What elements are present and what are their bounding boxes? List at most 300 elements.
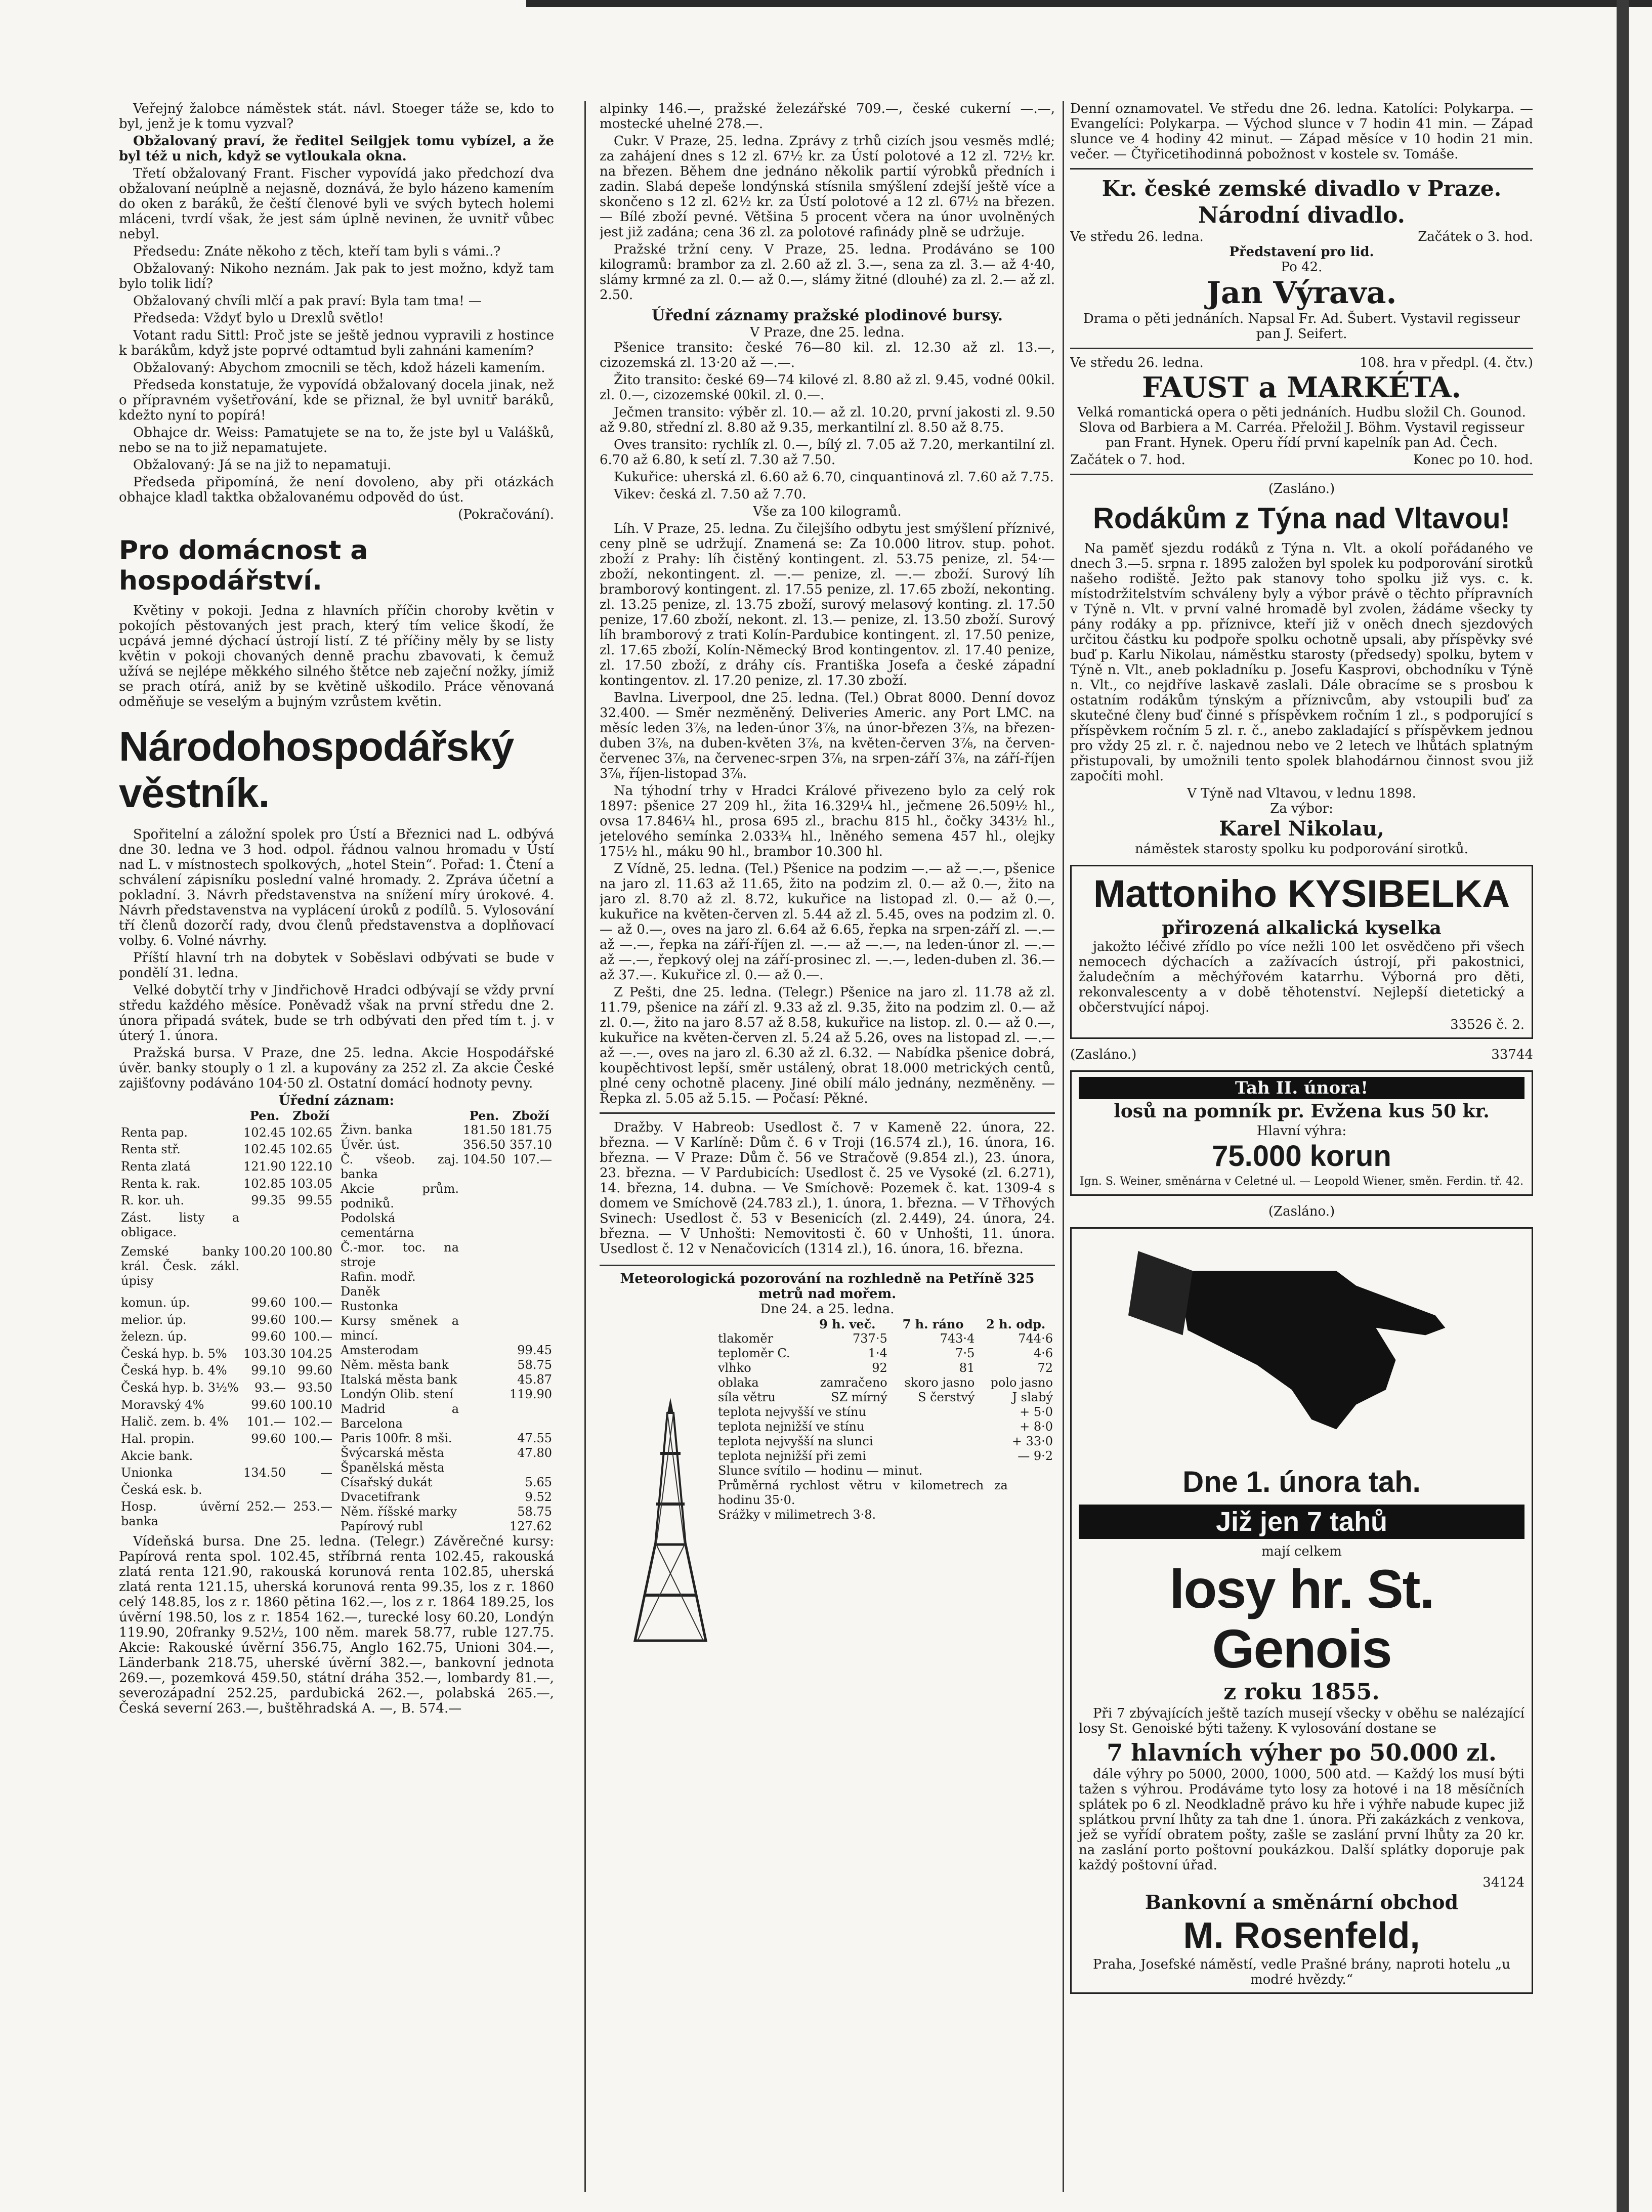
prague-market-prices: Pražské tržní ceny. V Praze, 25. ledna. Prodáváno se 100 kilogramů: brambor za zl. 2.60 až zl. 3.—, sena za zl. 3.— až 4·40, slámy krmné za zl. 0.— až 0.—, slámy žitné (dlouhé) za zl. 2.— až zl. 2.50. xyxy=(600,242,1055,303)
theatre-info-row xyxy=(1070,229,1533,244)
exchange-row xyxy=(338,1431,554,1446)
table-label-cell: Hosp. úvěrní banka xyxy=(121,1499,240,1529)
table-value-cell xyxy=(461,1431,507,1446)
table-value-cell: S čerstvý xyxy=(918,1390,975,1404)
table-value-cell: polo jasno xyxy=(990,1375,1053,1390)
table-value-cell: 119.90 xyxy=(510,1387,552,1401)
table-label-cell: Španělská města xyxy=(341,1460,445,1475)
theatre2-info-row xyxy=(1070,355,1533,370)
economy-paragraph: Příští hlavní trh na dobytek v Soběslavi odbývati se bude v pondělí 31. ledna. xyxy=(119,950,554,981)
meteo-section xyxy=(600,1265,1055,1522)
table-value-cell: 101.— xyxy=(246,1414,286,1429)
opera-times-row xyxy=(1070,452,1533,468)
divider xyxy=(1070,168,1533,170)
divider xyxy=(1070,474,1533,475)
table-value-cell: 127.62 xyxy=(510,1519,552,1533)
table-label-cell: Halič. zem. b. 4% xyxy=(121,1414,229,1429)
zaslano-label: (Zasláno.) xyxy=(1268,1204,1335,1219)
table-label-cell: železn. úp. xyxy=(121,1329,187,1344)
table-label-cell: Císařský dukát xyxy=(341,1475,433,1489)
meteo-row xyxy=(716,1375,1055,1390)
bank-title: Bankovní a směnární obchod xyxy=(1145,1891,1459,1913)
divider xyxy=(600,1112,1055,1114)
meteo-header-cell xyxy=(716,1317,806,1331)
table-value-cell: zamračeno xyxy=(820,1375,887,1390)
mattoni-advert xyxy=(1070,865,1533,1039)
exchange-table-title: Úřední záznam: xyxy=(278,1093,395,1108)
meteo-table xyxy=(716,1317,1055,1405)
table-label-cell: Podolská cementárna xyxy=(341,1211,414,1240)
table-value-cell: 122.10 xyxy=(290,1159,332,1174)
table-value-cell: 99.60 xyxy=(251,1431,286,1446)
table-label-cell: Hal. propin. xyxy=(121,1431,195,1446)
table-value-cell: 93.50 xyxy=(298,1381,332,1395)
table-value-cell xyxy=(507,1460,554,1475)
page-edge-bar xyxy=(1617,0,1629,2212)
table-label-cell: Madrid a Barcelona xyxy=(341,1402,459,1431)
table-header-cell xyxy=(119,1108,241,1125)
table-value-cell xyxy=(461,1299,507,1314)
exchange-row xyxy=(338,1211,554,1240)
exchange-row xyxy=(119,1177,334,1194)
table-label-cell: oblaka xyxy=(718,1375,759,1390)
table-label-cell: Něm. říšské marky xyxy=(341,1505,457,1519)
table-value-cell xyxy=(461,1402,507,1431)
theatre-start: Začátek o 3. hod. xyxy=(1418,229,1533,244)
exchange-row xyxy=(338,1299,554,1314)
table-value-cell xyxy=(461,1182,507,1211)
mattoni-title: Mattoniho KYSIBELKA xyxy=(1093,872,1510,915)
table-value-cell: + 5·0 xyxy=(1020,1405,1053,1419)
table-label-cell: Česká esk. b. xyxy=(121,1482,202,1497)
table-value-cell: 9.52 xyxy=(525,1490,552,1504)
exchange-row xyxy=(338,1372,554,1387)
table-label-cell: Česká hyp. b. 3½% xyxy=(121,1381,239,1395)
exchange-row xyxy=(338,1475,554,1490)
rodakum-board: Za výbor: xyxy=(1270,801,1333,816)
meteo-extra-row xyxy=(716,1508,1055,1522)
genois-advert xyxy=(1070,1227,1533,1994)
economy-paragraph: Velké dobytčí trhy v Jindřichově Hradci odbývají se vždy první středu každého měsíce. Poněvadž však na první středu dne 2. února připadá svátek, bude se trh odbývati den před tím t. j. v úterý 1. února. xyxy=(119,983,554,1044)
rodakum-text: Na paměť sjezdu rodáků z Týna n. Vlt. a okolí pořádaného ve dnech 3.—5. srpna r. 1895 založen byl spolek ku podporování sirotků našeho rodiště. Ježto pak stanovy toho spolku již vys. c. k. místodržitelstvím schváleny byly a výbor právě o těchto přípravních v Týně n. Vlt. v první valné hromadě byl zvolen, žádáme všecky ty pány rodáky a pp. příznivce, kteří již v oněch dnech sjezdových určitou částku ku podpoře spolku ochotně upsali, aby příspěvky své buď p. Karlu Nikolau, náměstku starosty (předsedy) spolku, bytem v Týně n. Vlt., aneb pokladníku p. Josefu Kasprovi, obchodníku v Týně n. Vlt., co nejdříve laskavě zaslali. Dále obracíme se s prosbou k ostatním rodákům týnským a příznivcům, aby vstoupili buď za skutečné členy buď činné s příspěvkem ročním 1 zl., s podporující s příspěvkem ročním 5 zl. r. č., anebo zakladající s příspěvkem jednou pro vždy 25 zl. r. č. najednou nebo ve 2 letech ve lhůtách splatným přistupovali, by umožnili tento spolek blahodárnou činnost svou již započíti mohl. xyxy=(1070,541,1533,784)
table-label-cell: teplota nejnižší ve stínu xyxy=(718,1420,865,1434)
divider xyxy=(1070,348,1533,349)
table-value-cell xyxy=(1010,1508,1055,1522)
rodakum-date: V Týně nad Vltavou, v lednu 1898. xyxy=(1187,786,1416,801)
table-value-cell: 253.— xyxy=(293,1499,332,1514)
court-line: Předseda: Vždyť bylo u Drexlů světlo! xyxy=(133,311,384,326)
table-value-cell xyxy=(461,1211,507,1240)
meteo-header-cell: 7 h. ráno xyxy=(902,1317,964,1331)
table-label-cell: R. kor. uh. xyxy=(121,1193,184,1208)
column-left xyxy=(119,101,554,2192)
opera-title: FAUST a MARKÉTA. xyxy=(1141,371,1462,404)
exchange-row xyxy=(338,1402,554,1431)
table-label-cell: Unionka xyxy=(121,1466,173,1480)
table-value-cell xyxy=(288,1449,334,1466)
table-value-cell: 99.45 xyxy=(517,1343,552,1357)
lottery-bank: Ign. S. Weiner, směnárna v Celetné ul. — Leopold Wiener, směn. Ferdin. tř. 42. xyxy=(1079,1175,1524,1188)
sugar-report: Cukr. V Praze, 25. ledna. Zprávy z trhů cizích jsou vesměs mdlé; za zahájení dnes s 12 zl. 67½ kr. za Ústí polotové a 12 zl. 72½ kr. na březen. Během dne jednáno několik partií výrobků předních i zadin. Slabá depeše londýnská stísnila smýšlení zdejší ještě více a skončeno s 12 zl. 62½ kr. za Ústí polotové a 12 zl. 67½ na březen. — Bílé zboží pevné. Většina 5 procent včera na únor uvolněných jest již zadána; cena 36 zl. za polotové rafinády plně se udržuje. xyxy=(600,134,1055,240)
table-value-cell xyxy=(507,1299,554,1314)
lottery-date: Tah II. února! xyxy=(1079,1077,1524,1099)
table-label-cell: Daněk xyxy=(341,1284,380,1299)
table-label-cell: teplota nejnižší při zemi xyxy=(718,1449,866,1463)
meteo-date: Dne 24. a 25. ledna. xyxy=(760,1302,895,1317)
genois-ref: 34124 xyxy=(1482,1875,1524,1890)
exchange-row xyxy=(119,1296,334,1313)
exchange-row xyxy=(119,1466,334,1483)
theatre2-perf: 108. hra v předpl. (4. čtv.) xyxy=(1360,355,1533,370)
table-value-cell: 100.— xyxy=(293,1312,332,1327)
table-label-cell: teplota nejvyšší ve stínu xyxy=(718,1405,867,1419)
table-value-cell: 99.60 xyxy=(251,1397,286,1412)
table-value-cell: 4·6 xyxy=(1033,1346,1053,1360)
table-value-cell: 743·4 xyxy=(940,1331,975,1346)
exchange-row xyxy=(119,1142,334,1159)
grain-line: Žito transito: české 69—74 kilové zl. 8.80 až zl. 9.45, vodné 00kil. zl. 0.—, cizozemské 00kil. zl. 0.—. xyxy=(600,372,1055,403)
table-label-cell: Renta pap. xyxy=(121,1125,188,1140)
meteo-extra-row xyxy=(716,1449,1055,1464)
exchange-table-right xyxy=(338,1108,554,1534)
table-label-cell: Slunce svítilo — hodinu — minut. xyxy=(718,1464,923,1478)
auctions: Dražby. V Habreob: Usedlost č. 7 v Kameně 22. února, 22. března. — V Karlíně: Dům č. 6 v Troji (16.574 zl.), 16. února, 16. března. — V Praze: Dům č. 56 ve Stračově (9.854 zl.), 23. února, 23. března. — V Pardubicích: Usedlost č. 25 ve Vysoké (zl. 6.271), 14. března, 14. dubna. — Ve Smíchově: Pozemek č. kat. 1309-4 s domem ve Smíchově (24.783 zl.), 1. února, 1. března. — V Třhových Svinech: Usedlost č. 53 v Besenicích (zl. 2.449), 24. února, 24. března. — V Unhošti: Nemovitosti č. 60 v Unhošti, 11. února. Usedlost č. 12 v Nenačovicích (1314 zl.), 16. února, 16. března. xyxy=(600,1120,1055,1257)
table-label-cell: síla větru xyxy=(718,1390,776,1404)
rodakum-signature: Karel Nikolau, xyxy=(1219,817,1384,841)
exchange-row xyxy=(338,1240,554,1270)
table-value-cell: 81 xyxy=(959,1361,975,1375)
table-label-cell: Zemské banky král. Česk. zákl. úpisy xyxy=(121,1244,240,1288)
table-value-cell: 99.60 xyxy=(251,1295,286,1310)
table-value-cell xyxy=(1010,1464,1055,1478)
table-value-cell: 104.25 xyxy=(290,1346,332,1361)
table-value-cell: 100.— xyxy=(293,1295,332,1310)
exchange-row xyxy=(338,1182,554,1211)
petrin-tower-image xyxy=(625,1393,716,1646)
table-label-cell: Úvěr. úst. xyxy=(341,1138,400,1152)
table-value-cell: 103.30 xyxy=(243,1346,286,1361)
mattoni-ref: 33526 č. 2. xyxy=(1450,1017,1524,1032)
exchange-row xyxy=(119,1381,334,1398)
hradec-market-report: Na týhodní trhy v Hradci Králové přivezeno bylo za celý rok 1897: pšenice 27 209 hl., žita 16.329¼ hl., ječmene 26.509½ hl., ovsa 17.846¼ hl., prosa 695 zl., brachu 815 hl., čočky 343½ hl., jetelového semínka 2.033¾ hl., lněného semena 457 hl., olejky 175½ hl., máku 90 hl., brambor 10.300 hl. xyxy=(600,783,1055,859)
table-label-cell: Renta zlatá xyxy=(121,1159,191,1174)
court-line: Obhajce dr. Weiss: Pamatujete se na to, že jste byl u Valášků, nebo se na to již nepamatujete. xyxy=(119,425,554,455)
table-label-cell: Dvacetifrank xyxy=(341,1490,420,1504)
exchange-row xyxy=(338,1123,554,1138)
exchange-table-left xyxy=(119,1108,334,1534)
bank-name: M. Rosenfeld, xyxy=(1183,1915,1420,1956)
exchange-row xyxy=(338,1343,554,1358)
exchange-row xyxy=(119,1483,334,1500)
table-value-cell xyxy=(288,1211,334,1244)
table-value-cell: skoro jasno xyxy=(904,1375,975,1390)
grain-bourse-dateline: V Praze, dne 25. ledna. xyxy=(750,325,905,340)
court-line: Třetí obžalovaný Frant. Fischer vypovídá jako předchozí dva obžalovaní neúplně a nejasně, doznává, že bylo házeno kamením do oken z baráků, že čeští členové byli ve svých bytech holemi mláceni, tvrdí však, že jest sám úplně nevinen, že uvnitř vůbec nebyl. xyxy=(119,166,554,242)
exchange-row xyxy=(338,1519,554,1534)
exchange-row xyxy=(119,1159,334,1177)
table-value-cell xyxy=(461,1460,507,1475)
genois-title: losy hr. St. Genois xyxy=(1169,1558,1434,1679)
column-separator xyxy=(584,101,586,2192)
table-value-cell: 102.— xyxy=(293,1414,332,1429)
court-line: Obžalovaný: Abychom zmocnili se těch, kdož házeli kamením. xyxy=(133,360,545,375)
table-value-cell xyxy=(507,1402,554,1431)
table-label-cell: Rustonka xyxy=(341,1299,399,1313)
table-label-cell: Londýn Olib. stení xyxy=(341,1387,453,1401)
meteo-header-cell: 9 h. več. xyxy=(819,1317,876,1331)
meteo-extra-row xyxy=(716,1464,1055,1478)
table-header-cell: Zboží xyxy=(292,1108,330,1123)
meteo-row xyxy=(716,1346,1055,1361)
table-value-cell xyxy=(241,1483,288,1500)
court-line: Obžalovaný: Já se na již to nepamatuji. xyxy=(133,457,392,473)
table-label-cell: Renta k. rak. xyxy=(121,1176,201,1191)
mattoni-text: jakožto léčivé zřídlo po více nežli 100 let osvědčeno při všech nemocech dýchacích a zažívacích ústrojí, při pakostnici, žaludečním a měchýřovém katarrhu. Výborná pro děti, rekonvalescenty a v době těhotenství. Nejlepší dietetický a občerstvující nápoj. xyxy=(1079,939,1524,1015)
theatre-subtitle: Národní divadlo. xyxy=(1198,202,1405,228)
table-value-cell: 99.35 xyxy=(251,1193,286,1208)
table-label-cell: vlhko xyxy=(718,1361,751,1375)
table-value-cell: 744·6 xyxy=(1018,1331,1053,1346)
grain-line: Ječmen transito: výběr zl. 10.— až zl. 10.20, první jakosti zl. 9.50 až 9.80, střední zl. 8.80 až 9.35, merkantilní zl. 8.50 až 8.75. xyxy=(600,405,1055,435)
table-label-cell: Švýcarská města xyxy=(341,1446,444,1460)
table-value-cell xyxy=(461,1519,507,1534)
table-value-cell: 99.10 xyxy=(251,1363,286,1378)
table-label-cell: Zást. listy a obligace. xyxy=(121,1210,240,1239)
table-value-cell: 102.85 xyxy=(243,1176,286,1191)
table-value-cell: 1·4 xyxy=(868,1346,887,1360)
continuation-note: (Pokračování). xyxy=(458,507,554,522)
table-label-cell: Renta stř. xyxy=(121,1142,181,1157)
zaslano-label: (Zasláno.) xyxy=(1070,1047,1137,1062)
household-article: Květiny v pokoji. Jedna z hlavních příčin choroby květin v pokojích pěstovaných jest prach, který tím velice škodí, že ucpává jemné dýchací ústrojí listí. Z té příčiny měly by se listy květin v pokoji chovaných denně prachu zbavovati, k čemuž užívá se nejlépe měkkého silného štětce neb zaječní nožky, jímiž se prach otírá, aniž by se květině uškodilo. Práce věnovaná odměňuje se veselým a bujným vzrůstem květin. xyxy=(119,603,554,709)
meteo-extra-row xyxy=(716,1420,1055,1434)
table-label-cell: melior. úp. xyxy=(121,1312,187,1327)
meteo-extra-row xyxy=(716,1434,1055,1449)
table-label-cell: Paris 100fr. 8 mši. xyxy=(341,1431,452,1445)
table-label-cell: Živn. banka xyxy=(341,1123,413,1137)
theatre-note: Představení pro lid. xyxy=(1229,244,1374,260)
vienna-grain-report: Z Vídně, 25. ledna. (Tel.) Pšenice na podzim —.— až —.—, pšenice na jaro zl. 11.63 až 11.65, žito na podzim zl. 0.— až 0.—, žito na jaro zl. 8.70 až zl. 8.72, kukuřice na listopad zl. 0.— až 0.—, kukuřice na květen-červen zl. 5.44 až zl. 5.45, oves na podzim zl. 0.— až 0.—, oves na jaro zl. 6.64 až 6.65, řepka na srpen-září zl. —.— až —.—, řepka na září-říjen zl. —.— až —.—, na leden-únor zl. —.— až —.—, řepkový olej na září-prosinec zl. —.—, leden-duben zl. 36.— až 37.—. Kukuřice zl. 0.— až 0.—. xyxy=(600,861,1055,983)
court-line: Veřejný žalobce náměstek stát. návl. Stoeger táže se, kdo to byl, jenž je k tomu vyzval? xyxy=(119,101,554,132)
table-value-cell: 102.65 xyxy=(290,1125,332,1140)
exchange-row xyxy=(119,1211,334,1244)
court-line: Obžalovaný chvíli mlčí a pak praví: Byla tam tma! — xyxy=(133,294,482,309)
table-value-cell: 99.60 xyxy=(298,1363,332,1378)
market-intro: alpinky 146.—, pražské železářské 709.—, české cukerní —.—, mostecké uhelné 278.—. xyxy=(600,101,1055,132)
exchange-row xyxy=(119,1432,334,1449)
meteo-extra-table xyxy=(716,1405,1055,1522)
table-value-cell: 5.65 xyxy=(525,1475,552,1489)
table-label-cell: teploměr C. xyxy=(718,1346,790,1360)
zaslano-label: (Zasláno.) xyxy=(1268,481,1335,496)
table-value-cell: 103.05 xyxy=(290,1176,332,1191)
lottery-main-label: Hlavní výhra: xyxy=(1256,1123,1347,1139)
table-value-cell: 356.50 xyxy=(463,1138,506,1152)
table-value-cell: 100.— xyxy=(293,1329,332,1344)
table-value-cell xyxy=(507,1270,554,1284)
table-value-cell: 93.— xyxy=(254,1381,286,1395)
table-value-cell xyxy=(461,1446,507,1460)
court-line: Předsedu: Znáte někoho z těch, kteří tam byli s vámi..? xyxy=(133,244,501,259)
table-value-cell: 7·5 xyxy=(955,1346,975,1360)
table-value-cell: 99.60 xyxy=(251,1329,286,1344)
rodakum-signature-role: náměstek starosty spolku ku podporování sirotků. xyxy=(1135,842,1468,857)
theatre2-date: Ve středu 26. ledna. xyxy=(1070,355,1204,370)
court-line: Předseda konstatuje, že vypovídá obžalovaný docela jinak, než o přípravném vyšetřování, kde se přiznal, že byl uvnitř baráků, kdežto nyní to popírá! xyxy=(119,378,554,423)
lottery-price: losů na pomník pr. Evžena kus 50 kr. xyxy=(1114,1101,1490,1122)
genois-date: Dne 1. února tah. xyxy=(1182,1466,1421,1498)
table-value-cell: J slabý xyxy=(1012,1390,1053,1404)
table-value-cell: 181.50 xyxy=(463,1123,506,1137)
table-value-cell: 181.75 xyxy=(510,1123,552,1137)
table-label-cell: Č. všeob. zaj. banka xyxy=(341,1152,459,1181)
theatre-po: Po 42. xyxy=(1281,260,1323,275)
table-value-cell: 47.80 xyxy=(517,1446,552,1460)
exchange-row xyxy=(119,1449,334,1466)
table-value-cell: — 9·2 xyxy=(1018,1449,1053,1463)
economy-paragraph: Pražská bursa. V Praze, dne 25. ledna. Akcie Hospodářské úvěr. banky stouply o 1 zl. a kupovány za 252 zl. Za akcie České zajišťovny podáváno 104·50 zl. Ostatní domácí hodnoty pevny. xyxy=(119,1046,554,1091)
meteo-title: Meteorologická pozorování na rozhledně na Petříně 325 metrů nad mořem. xyxy=(620,1271,1035,1302)
table-value-cell xyxy=(507,1284,554,1299)
section-title-economy: Národohospodářský věstník. xyxy=(119,724,514,816)
table-value-cell xyxy=(461,1270,507,1284)
play-description: Drama o pěti jednáních. Napsal Fr. Ad. Šubert. Vystavil regisseur pan J. Seifert. xyxy=(1083,311,1520,342)
table-label-cell: Česká hyp. b. 5% xyxy=(121,1346,227,1361)
exchange-row xyxy=(119,1125,334,1143)
zaslano-ref: 33744 xyxy=(1491,1047,1533,1062)
table-value-cell: SZ mírný xyxy=(831,1390,887,1404)
table-value-cell: 45.87 xyxy=(517,1372,552,1387)
table-header-cell xyxy=(338,1108,461,1123)
table-value-cell xyxy=(507,1314,554,1343)
genois-remaining-draws: Již jen 7 tahů xyxy=(1079,1505,1524,1539)
table-value-cell: 47.55 xyxy=(517,1431,552,1445)
table-value-cell: 100.10 xyxy=(290,1397,332,1412)
grain-line: Pšenice transito: české 76—80 kil. zl. 12.30 až zl. 13.—, cizozemská zl. 13·20 až —.—. xyxy=(600,340,1055,370)
table-value-cell: 737·5 xyxy=(853,1331,887,1346)
table-value-cell xyxy=(461,1505,507,1519)
table-value-cell: 107.— xyxy=(513,1152,552,1166)
exchange-tables xyxy=(119,1108,554,1534)
exchange-row xyxy=(119,1313,334,1330)
table-value-cell xyxy=(507,1211,554,1240)
table-label-cell: Průměrná rychlost větru v kilometrech za hodinu 35·0. xyxy=(718,1478,1008,1507)
theatre-title: Kr. české zemské divadlo v Praze. xyxy=(1102,176,1502,201)
table-label-cell: teplota nejvyšší na slunci xyxy=(718,1434,873,1448)
economy-paragraph: Spořitelní a záložní spolek pro Ústí a Březnici nad L. odbývá dne 30. ledna ve 3 hod. odpol. řádnou valnou hromadu v Ústí nad L. v místnostech spolkových, „hotel Stein“. Pořad: 1. Čtení a schválení zápisníku poslední valné hromady. 2. Zpráva účetní a pokladní. 3. Návrh představenstva na snížení míry úrokové. 4. Návrh představenstva na vyplácení úroků z podílů. 5. Vylosování tří členů dozorčí rady, dvou členů představenstva a doplňovací volby. 6. Volné návrhy. xyxy=(119,827,554,948)
daily-calendar: Denní oznamovatel. Ve středu dne 26. ledna. Katolíci: Polykarpa. — Evangelíci: Polykarpa. — Východ slunce v 7 hodin 41 min. — Západ slunce ve 4 hodiny 42 minut. — Západ měsíce v 10 hodin 21 min. večer. — Čtyřicetihodinná pobožnost v kostele sv. Tomáše. xyxy=(1070,101,1533,162)
cotton-report: Bavlna. Liverpool, dne 25. ledna. (Tel.) Obrat 8000. Denní dovoz 32.400. — Směr nezměněný. Deliveries Americ. any Port LMC. na měsíc leden 3⅞, na leden-únor 3⅞, na únor-březen 3⅞, na březen-duben 3⅞, na duben-květen 3⅞, na květen-červen 3⅞, na červen-červenec 3⅞, na červenec-srpen 3⅞, na srpen-září 3⅞, na září-říjen 3⅞, říjen-listopad 3⅞. xyxy=(600,690,1055,781)
column-middle xyxy=(600,101,1055,2192)
table-value-cell: 99.60 xyxy=(251,1312,286,1327)
court-line: Obžalovaný: Nikoho neznám. Jak pak to jest možno, když tam bylo tolik lidí? xyxy=(119,261,554,291)
table-value-cell: 104.50 xyxy=(463,1152,506,1166)
section-title-household: Pro domácnost a hospodářství. xyxy=(119,535,368,596)
table-value-cell: 58.75 xyxy=(517,1505,552,1519)
genois-year: z roku 1855. xyxy=(1223,1679,1380,1705)
table-value-cell xyxy=(461,1475,507,1490)
table-value-cell xyxy=(1010,1478,1055,1508)
exchange-row xyxy=(119,1398,334,1415)
table-value-cell xyxy=(461,1284,507,1299)
top-rule xyxy=(526,0,1652,7)
court-report xyxy=(119,101,554,522)
table-value-cell: 252.— xyxy=(246,1499,286,1514)
exchange-row xyxy=(338,1446,554,1460)
table-header-cell: Zboží xyxy=(512,1108,549,1123)
table-label-cell: Rafin. modř. xyxy=(341,1270,416,1284)
meteo-row xyxy=(716,1390,1055,1405)
lottery-amount: 75.000 korun xyxy=(1212,1140,1391,1173)
exchange-row xyxy=(338,1270,554,1284)
table-value-cell xyxy=(241,1211,288,1244)
vienna-bourse: Vídeňská bursa. Dne 25. ledna. (Telegr.) Závěrečné kursy: Papírová renta spol. 102.45, stříbrná renta 102.45, rakouská zlatá renta 121.90, rakouská korunová renta 102.85, uherská zlatá renta 121.15, uherská korunová renta 99.35, los z r. 1860 celý 148.85, los z r. 1860 pětina 162.—, los z r. 1864 189.25, los úvěrní 198.50, los z r. 1854 162.—, turecké losy 60.20, Londýn 119.90, 20franky 9.52½, 100 něm. marek 58.77, ruble 127.75. Akcie: Rakouské úvěrní 356.75, Anglo 162.75, Unioni 304.—, Länderbank 218.75, uherské úvěrní 382.—, bankovní jednota 269.—, pozemková 459.50, státní dráha 352.—, lombardy 81.—, severozápadní 252.25, pardubická 262.—, polabská 265.—, Česká severní 263.—, buštěhradská A. —, B. 574.— xyxy=(119,1534,554,1716)
table-label-cell: Něm. města bank xyxy=(341,1358,449,1372)
table-value-cell: 134.50 xyxy=(243,1466,286,1480)
exchange-row xyxy=(338,1387,554,1402)
table-value-cell xyxy=(461,1314,507,1343)
genois-total-label: mají celkem xyxy=(1261,1544,1342,1559)
table-value-cell: 100.20 xyxy=(243,1244,286,1259)
table-label-cell: Kursy směnek a mincí. xyxy=(341,1314,459,1343)
exchange-row xyxy=(119,1363,334,1381)
table-label-cell: Č.-mor. toc. na stroje xyxy=(341,1240,459,1269)
zaslano-row xyxy=(1070,1047,1533,1062)
table-value-cell: — xyxy=(320,1466,332,1480)
table-value-cell: 92 xyxy=(872,1361,887,1375)
play-title: Jan Výrava. xyxy=(1206,275,1397,311)
table-value-cell: 99.55 xyxy=(298,1193,332,1208)
rodakum-title: Rodákům z Týna nad Vltavou! xyxy=(1093,502,1510,535)
mattoni-subtitle: přirozená alkalická kyselka xyxy=(1162,917,1442,939)
table-header-row xyxy=(119,1108,334,1125)
table-value-cell xyxy=(461,1387,507,1402)
opera-end: Konec po 10. hod. xyxy=(1413,452,1533,468)
pest-grain-report: Z Pešti, dne 25. ledna. (Telegr.) Pšenice na jaro zl. 11.78 až zl. 11.79, pšenice na září zl. 9.33 až zl. 9.35, žito na podzim zl. 0.— až zl. 0.—, žito na jaro 8.57 až 8.58, kukuřice na listop. zl. 0.— až 0.—, kukuřice na květen-červen zl. 5.24 až 5.26, oves na listopad zl. —.— až —.—, oves na jaro zl. 6.30 až zl. 6.32. — Nabídka pšenice dobrá, koupěchtivost lepší, směr ustálený, obrat 18.000 metrických centů, plné ceny ochotně placeny. Jiné obilí málo jednány, nezměněny. — Řepka zl. 5.05 až 5.15. — Počasí: Pěkné. xyxy=(600,985,1055,1106)
table-value-cell: 58.75 xyxy=(517,1358,552,1372)
table-value-cell xyxy=(507,1182,554,1211)
table-value-cell: 121.90 xyxy=(243,1159,286,1174)
table-value-cell xyxy=(461,1240,507,1270)
table-value-cell: 72 xyxy=(1037,1361,1053,1375)
exchange-row xyxy=(119,1414,334,1432)
table-label-cell: tlakoměr xyxy=(718,1331,774,1346)
table-value-cell xyxy=(241,1449,288,1466)
exchange-row xyxy=(119,1329,334,1347)
exchange-row xyxy=(338,1314,554,1343)
meteo-extra-row xyxy=(716,1478,1055,1508)
table-value-cell xyxy=(461,1490,507,1505)
theatre-date: Ve středu 26. ledna. xyxy=(1070,229,1204,244)
court-line: Votant radu Sittl: Proč jste se ještě jednou vypravili z hostince k barákům, když jste poprvé odtamtud byli zahnáni kamením? xyxy=(119,328,554,358)
exchange-row xyxy=(119,1347,334,1364)
exchange-row xyxy=(338,1490,554,1505)
table-header-row xyxy=(338,1108,554,1123)
spirit-report: Líh. V Praze, 25. ledna. Zu čilejšího odbytu jest smýšlení příznivé, ceny plně se udržují. Znamená se: Za 10.000 litrov. stup. pohot. zboží z Prahy: líh čistěný kontingent. zl. 53.75 penize, zl. 54·— zboží, nekontingent. zl. —.— penize, zl. —.— zboží. Surový líh bramborový kontingent. zl. 17.55 penize, zl. 17.65 zboží, nekonting. zl. 13.25 penize, zl. 13.75 zboží, surový melasový konting. zl. 17.50 penize, 17.60 zboží, nekont. zl. 13.— penize, zl. 13.50 zboží. Surový líh bramborový z trati Kolín-Pardubice kontingent. zl. 17.50 penize, zl. 17.65 zboží, Kolín-Německý Brod kontingentov. zl. 17.40 penize, zl. 17.50 zboží, z dráhy cís. Františka Josefa a české západní kontingentov. zl. 17.20 penize, zl. 17.30 zboží. xyxy=(600,521,1055,688)
table-label-cell: Papírový rubl xyxy=(341,1519,423,1533)
table-value-cell: 100.80 xyxy=(290,1244,332,1259)
table-value-cell: 102.45 xyxy=(243,1125,286,1140)
column-separator xyxy=(1063,101,1064,2192)
court-line: Obžalovaný praví, že ředitel Seilgjek tomu vybízel, a že byl též u nich, když se vytloukala okna. xyxy=(119,134,554,164)
table-value-cell xyxy=(461,1343,507,1358)
table-label-cell: Moravský 4% xyxy=(121,1397,204,1412)
exchange-row xyxy=(119,1193,334,1211)
column-right xyxy=(1070,101,1533,2192)
meteo-extra-row xyxy=(716,1405,1055,1420)
court-line: Předseda připomíná, že není dovoleno, aby při otázkách obhajce kladl taktka obžalovanému odpověd do úst. xyxy=(119,475,554,505)
genois-text: Při 7 zbývajících ještě tazích musejí všecky v oběhu se nalézající losy St. Genoiské býti taženy. K vylosování dostane se xyxy=(1079,1706,1524,1736)
